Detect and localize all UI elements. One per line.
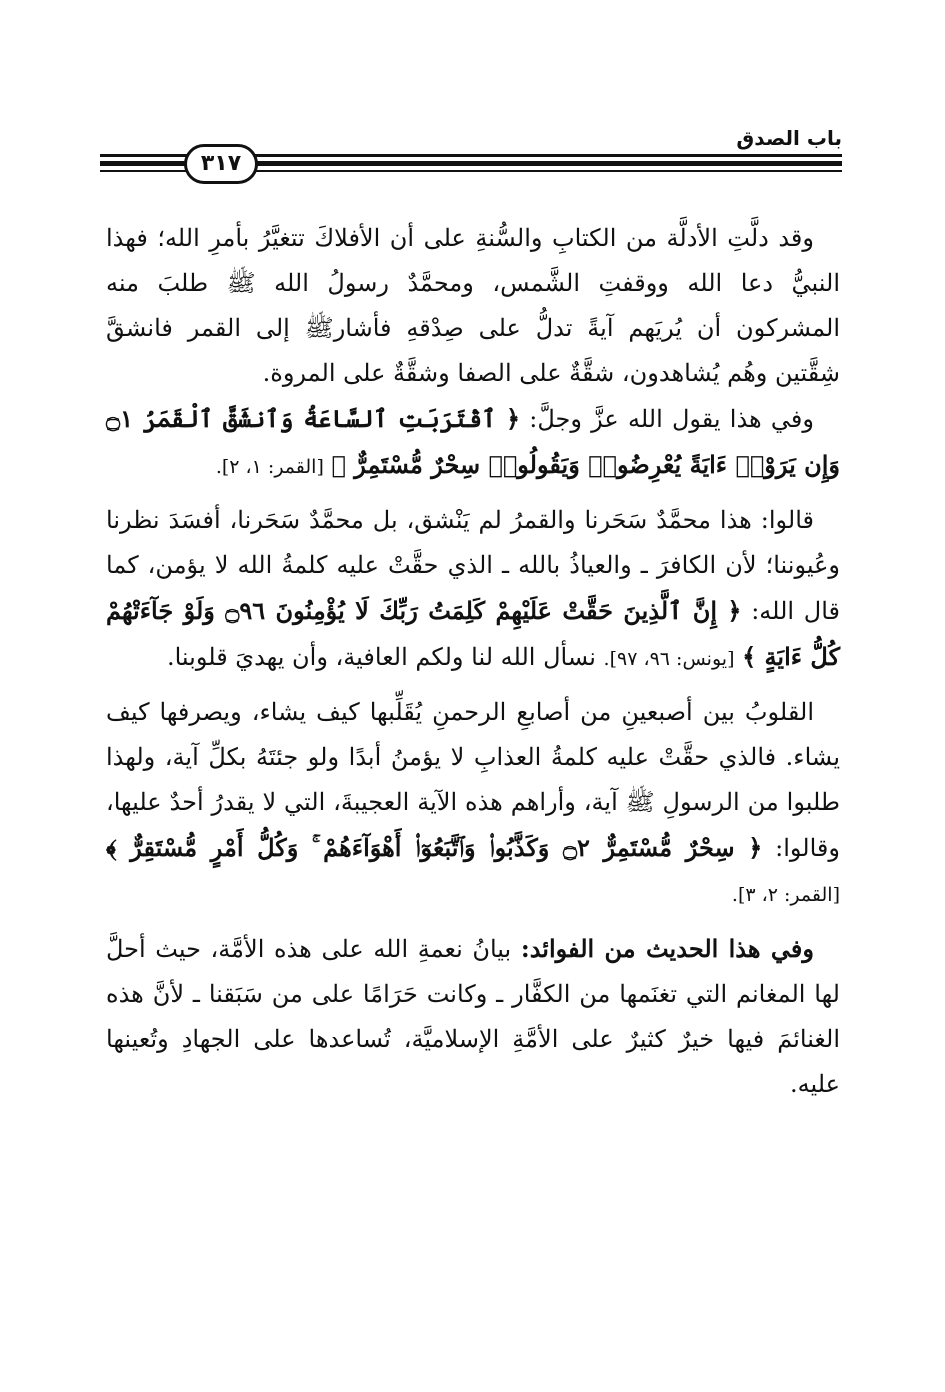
page-body [106, 216, 840, 1107]
paragraph-text: بيانُ نعمةِ الله على هذه الأمَّة، حيث أحلَّ لها المغانم التي تغنَمها من الكفَّار ـ وكانت حَرَامًا على من سَبَقنا ـ لأنَّ هذه الغنائمَ فيها خيرٌ كثيرٌ على الأمَّةِ الإسلاميَّة، تُساعدها على الجهادِ وتُعينها عليه. [106, 935, 840, 1098]
page-header [100, 118, 842, 178]
paragraph [106, 926, 840, 1107]
chapter-title: باب الصدق [736, 126, 842, 150]
verse-reference: [يونس: ٩٦، ٩٧]. [603, 648, 735, 670]
section-lead: وفي هذا الحديث من الفوائد: [520, 934, 814, 963]
quran-verse: ﴿ إِنَّ ٱلَّذِينَ حَقَّتْ عَلَيْهِمْ كَلِمَتُ رَبِّكَ لَا يُؤْمِنُونَ ۝٩٦ وَلَوْ جَآءَتْهُمْ كُلُّ ءَايَةٍ ﴾ [106, 596, 840, 671]
verse-reference: [القمر: ٢، ٣]. [731, 884, 840, 906]
paragraph-text: قالوا: هذا محمَّدٌ سَحَرنا والقمرُ لم يَنْشق، بل محمَّدٌ سَحَرنا، أفسَدَ نظرنا وعُيوننا؛ لأن الكافرَ ـ والعياذُ بالله ـ الذي حقَّتْ عليه كلمةُ الله لا يؤمن، كما قال الله: [106, 506, 840, 625]
paragraph-text: القلوبُ بين أصبعينِ من أصابعِ الرحمنِ يُقَلِّبها كيف يشاء، ويصرفها كيف يشاء. فالذي حقَّتْ عليه كلمةُ العذابِ لا يؤمنُ أبدًا ولو جئتَهُ بكلِّ آية، ولهذا طلبوا من الرسولِ ﷺ آية، وأراهم هذه الآية العجيبةَ، التي لا يقدرُ أحدٌ عليها، وقالوا: [106, 698, 840, 862]
paragraph [106, 216, 840, 396]
quran-verse: ﴿ سِحْرٌ مُّسْتَمِرٌّ ۝٢ وَكَذَّبُوا۟ وَٱتَّبَعُوٓا۟ أَهْوَآءَهُمْ ۚ وَكُلُّ أَمْرٍ مُّسْتَقِرٌّ ﴾ [106, 833, 763, 862]
page-number: ٣١٧ [184, 144, 258, 184]
verse-reference: [القمر: ١، ٢]. [215, 456, 324, 478]
paragraph-text: وفي هذا يقول الله عزَّ وجلَّ: [529, 405, 814, 433]
paragraph-text: نسأل الله لنا ولكم العافية، وأن يهديَ قلوبنا. [166, 643, 596, 671]
paragraph [106, 498, 840, 682]
paragraph [106, 690, 840, 918]
paragraph-text: وقد دلَّتِ الأدلَّة من الكتابِ والسُّنةِ على أن الأفلاكَ تتغيَّرُ بأمرِ الله؛ فهذا النبيُّ دعا الله ووقفتِ الشَّمس، ومحمَّدٌ رسولُ الله ﷺ طلبَ منه المشركون أن يُريَهم آيةً تدلُّ على صِدْقهِ فأشارﷺ إلى القمر فانشقَّ شِقَّتين وهُم يُشاهدون، شقَّةٌ على الصفا وشقَّةٌ على المروة. [106, 224, 840, 387]
paragraph [106, 396, 840, 490]
quran-verse: ﴿ ٱقْتَرَبَتِ ٱلسَّاعَةُ وَٱنشَقَّ ٱلْقَمَرُ ۝١ وَإِن يَرَوْا۟ ءَايَةً يُعْرِضُوا۟ وَيَقُولُوا۟ سِحْرٌ مُّسْتَمِرٌّ ﴾ [106, 404, 840, 479]
